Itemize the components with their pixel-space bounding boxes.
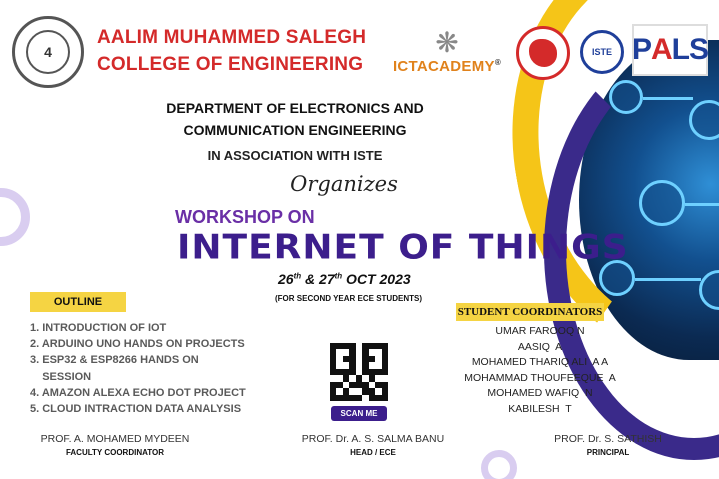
- pals-logo-a: A: [651, 33, 672, 66]
- association-text: IN ASSOCIATION WITH ISTE: [207, 148, 383, 163]
- pals-logo: [632, 24, 708, 76]
- circle-decoration-left: [0, 188, 30, 246]
- date-sup1: th: [293, 271, 302, 281]
- ict-registered-mark: ®: [494, 58, 502, 67]
- pals-logo-ls: LS: [671, 33, 709, 66]
- college-logo-emblem: 4: [26, 30, 70, 74]
- signatory-faculty-coordinator: [30, 433, 200, 457]
- workshop-on-label: WORKSHOP ON: [175, 207, 315, 227]
- workshop-title: INTERNET OF THINGS: [177, 228, 629, 267]
- student-coordinators-label: STUDENT COORDINATORS: [456, 303, 604, 321]
- coordinator-name: KABILESH T: [508, 402, 572, 415]
- outline-item: 5. CLOUD INTRACTION DATA ANALYSIS: [30, 403, 242, 416]
- college-name-line1: AALIM MUHAMMED SALEGH: [97, 27, 367, 48]
- signatory-name: PROF. Dr. A. S. SALMA BANU: [301, 433, 445, 445]
- ict-academy-label: ICTACADEMY: [392, 58, 495, 75]
- coordinator-name: UMAR FAROOQ N: [495, 325, 585, 337]
- department-line1: DEPARTMENT OF ELECTRONICS AND: [166, 100, 424, 116]
- department-title: [0, 97, 590, 141]
- coordinator-name: MOHAMED THARIQ ALI A A: [471, 356, 609, 368]
- student-coordinators-list: [452, 324, 628, 417]
- college-logo: [12, 16, 84, 88]
- circle-decoration-bottom: [481, 450, 517, 479]
- audience-note: (FOR SECOND YEAR ECE STUDENTS): [275, 294, 422, 303]
- outline-list: [30, 320, 246, 417]
- signatory-role: PRINCIPAL: [586, 448, 630, 457]
- coordinator-name: MOHAMED WAFIQ N: [487, 387, 593, 399]
- signatory-role: HEAD / ECE: [350, 448, 396, 457]
- qr-module: [382, 395, 388, 401]
- outline-label: OUTLINE: [30, 292, 126, 312]
- outline-item: 1. INTRODUCTION OF IOT: [30, 322, 167, 334]
- signatory-principal: [548, 433, 668, 457]
- outline-item: 2. ARDUINO UNO HANDS ON PROJECTS: [30, 338, 245, 351]
- qr-code[interactable]: [330, 343, 388, 401]
- aaac-logo: [516, 26, 570, 80]
- outline-item: 4. AMAZON ALEXA ECHO DOT PROJECT: [30, 386, 246, 399]
- outline-item: 3. ESP32 & ESP8266 HANDS ON: [30, 354, 199, 367]
- ict-academy-logo: [388, 28, 506, 75]
- coordinator-name: MOHAMMAD THOUFEEQUE A: [464, 371, 616, 384]
- signatory-name: PROF. Dr. S. SATHISH: [554, 433, 662, 445]
- date-rest: OCT 2023: [342, 271, 411, 287]
- signatory-role: FACULTY COORDINATOR: [65, 448, 165, 457]
- date-sup2: th: [334, 271, 343, 281]
- college-name: [97, 24, 366, 78]
- scan-me-button[interactable]: SCAN ME: [331, 406, 387, 421]
- india-map-icon: [529, 39, 557, 67]
- signatory-head: [283, 433, 463, 457]
- college-name-line2: COLLEGE OF ENGINEERING: [97, 54, 364, 75]
- ict-academy-icon: ❋: [435, 27, 459, 58]
- iste-logo: ISTE: [580, 30, 624, 74]
- organizes-text: Organizes: [290, 172, 398, 196]
- date-day1: 26: [278, 271, 294, 287]
- date-amp: & 27: [301, 271, 335, 287]
- outline-item: SESSION: [30, 370, 92, 383]
- department-line2: COMMUNICATION ENGINEERING: [183, 122, 407, 138]
- event-dates: [278, 271, 411, 287]
- pals-logo-p: P: [631, 33, 651, 66]
- coordinator-name: AASIQ A: [517, 340, 563, 353]
- signatory-name: PROF. A. MOHAMED MYDEEN: [40, 433, 190, 445]
